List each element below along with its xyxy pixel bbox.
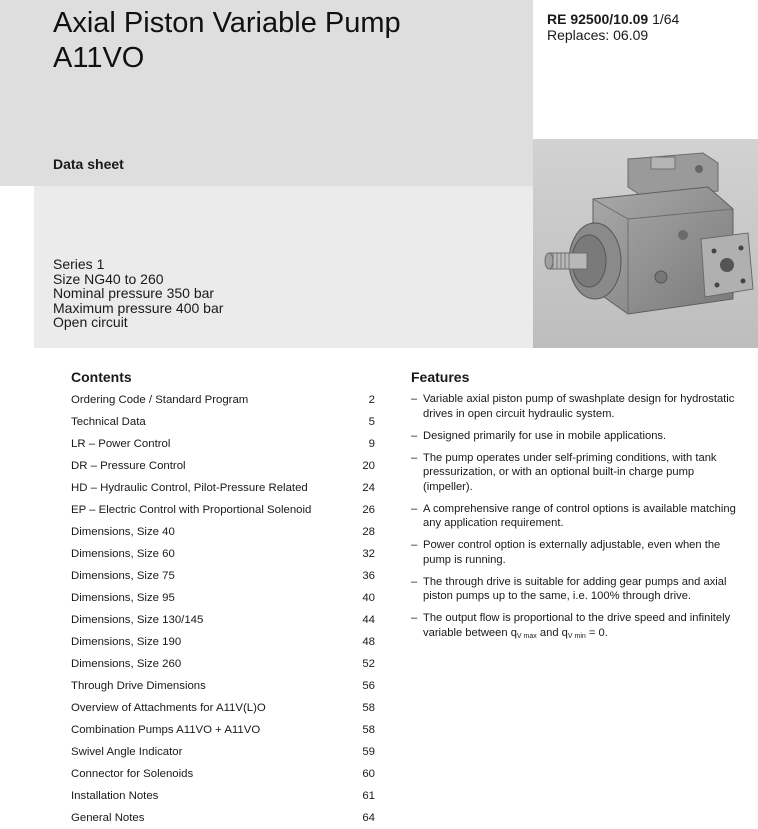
toc-label: Dimensions, Size 40 [71,526,175,538]
toc-label: Overview of Attachments for A11V(L)O [71,702,266,714]
contents-list [71,389,375,829]
toc-row[interactable] [71,785,375,807]
toc-row[interactable] [71,433,375,455]
toc-page-number: 9 [368,438,375,450]
toc-row[interactable] [71,477,375,499]
toc-page-number: 58 [362,724,375,736]
toc-row[interactable] [71,719,375,741]
specs-list [53,257,223,330]
toc-label: Dimensions, Size 60 [71,548,175,560]
feature-item: – The pump operates under self-priming conditions, with tank pressurization, or with an optional built-in charge pump (impeller). [411,451,741,495]
toc-row[interactable] [71,521,375,543]
title-line-1: Axial Piston Variable Pump [53,7,401,39]
spec-series: Series 1 [53,256,105,272]
toc-label: Connector for Solenoids [71,768,194,780]
toc-page-number: 24 [362,482,375,494]
doc-code: RE 92500/10.09 [547,11,649,27]
toc-label: HD – Hydraulic Control, Pilot-Pressure Related [71,482,308,494]
features-section [411,369,741,652]
toc-page-number: 28 [362,526,375,538]
toc-page-number: 40 [362,592,375,604]
features-list [411,392,741,644]
doc-type-label: Data sheet [53,156,124,172]
flow-text-suffix: = 0. [585,626,608,639]
toc-row[interactable] [71,389,375,411]
toc-page-number: 44 [362,614,375,626]
replaces-label: Replaces: 06.09 [547,27,649,43]
feature-item: – Variable axial piston pump of swashplate design for hydrostatic drives in open circuit hydraulic system. [411,392,741,421]
toc-row[interactable] [71,697,375,719]
feature-item: – The through drive is suitable for adding gear pumps and axial piston pumps up to the same, i.e. 100% through drive. [411,575,741,604]
toc-label: DR – Pressure Control [71,460,186,472]
toc-label: Dimensions, Size 130/145 [71,614,204,626]
toc-row[interactable] [71,411,375,433]
toc-row[interactable] [71,543,375,565]
toc-label: Dimensions, Size 190 [71,636,182,648]
toc-label: Installation Notes [71,790,159,802]
toc-page-number: 32 [362,548,375,560]
toc-page-number: 58 [362,702,375,714]
toc-label: Dimensions, Size 260 [71,658,182,670]
flow-sub-min: V min [567,632,586,640]
toc-label: Ordering Code / Standard Program [71,394,249,406]
toc-row[interactable] [71,609,375,631]
toc-row[interactable] [71,675,375,697]
toc-page-number: 52 [362,658,375,670]
flow-text-prefix: The output flow is proportional to the drive speed and infinitely variable between q [423,612,731,639]
features-title: Features [411,369,470,385]
toc-row[interactable] [71,653,375,675]
spec-nominal-pressure: Nominal pressure 350 bar [53,285,215,302]
toc-label: Combination Pumps A11VO + A11VO [71,724,261,736]
toc-row[interactable] [71,807,375,829]
toc-row[interactable] [71,565,375,587]
flow-text-mid: and q [536,626,568,639]
toc-page-number: 36 [362,570,375,582]
toc-label: General Notes [71,812,145,824]
toc-row[interactable] [71,763,375,785]
feature-item: – Power control option is externally adjustable, even when the pump is running. [411,538,741,567]
contents-title: Contents [71,369,132,385]
toc-label: Through Drive Dimensions [71,680,206,692]
toc-label: Dimensions, Size 95 [71,592,175,604]
toc-page-number: 64 [362,812,375,824]
toc-row[interactable] [71,631,375,653]
contents-section [71,369,375,829]
toc-label: Technical Data [71,416,146,428]
flow-sub-max: V max [516,632,537,640]
spec-max-pressure: Maximum pressure 400 bar [53,299,224,316]
toc-row[interactable] [71,455,375,477]
toc-row[interactable] [71,587,375,609]
toc-page-number: 48 [362,636,375,648]
toc-label: EP – Electric Control with Proportional Solenoid [71,504,312,516]
feature-item-flow [411,611,741,644]
toc-row[interactable] [71,499,375,521]
page-title [53,6,401,76]
toc-page-number: 59 [362,746,375,758]
page-indicator: 1/64 [652,11,680,27]
toc-page-number: 20 [362,460,375,472]
spec-circuit: Open circuit [53,314,128,331]
toc-label: LR – Power Control [71,438,171,450]
feature-item: – Designed primarily for use in mobile applications. [411,429,741,444]
toc-page-number: 2 [368,394,375,406]
toc-row[interactable] [71,741,375,763]
feature-item: – A comprehensive range of control options is available matching any application requirement. [411,502,741,531]
toc-page-number: 26 [362,504,375,516]
toc-page-number: 5 [368,416,375,428]
toc-label: Swivel Angle Indicator [71,746,183,758]
spec-size: Size NG40 to 260 [53,270,164,287]
title-line-2: A11VO [53,42,145,74]
toc-page-number: 61 [362,790,375,802]
document-reference [547,11,679,43]
toc-label: Dimensions, Size 75 [71,570,175,582]
toc-page-number: 56 [362,680,375,692]
pump-photo [533,139,758,348]
pump-illustration [533,139,758,348]
toc-page-number: 60 [362,768,375,780]
